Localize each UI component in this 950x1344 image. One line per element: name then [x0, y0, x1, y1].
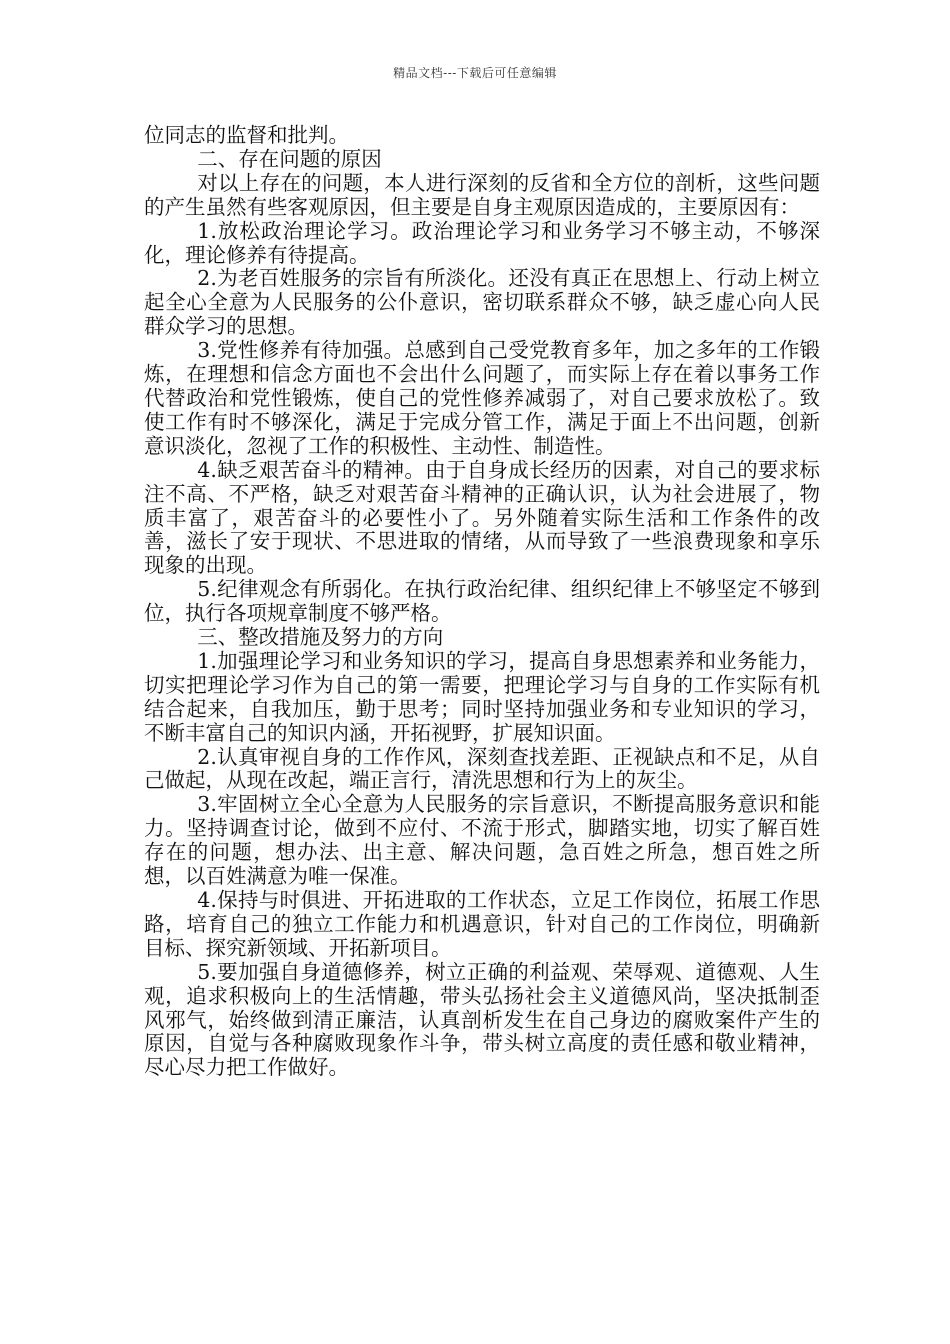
section-heading-causes: 二、存在问题的原因 [197, 146, 382, 171]
paragraph-cause-2: 2.为老百姓服务的宗旨有所淡化。还没有真正在思想上、行动上树立起全心全意为人民服务的公仆意识，密切联系群众不够，缺乏虚心向人民群众学习的思想。 [144, 266, 820, 339]
paragraph-cause-1: 1.放松政治理论学习。政治理论学习和业务学习不够主动，不够深化，理论修养有待提高。 [144, 218, 820, 267]
section-heading-measures: 三、整改措施及努力的方向 [197, 625, 444, 650]
paragraph-measure-1: 1.加强理论学习和业务知识的学习，提高自身思想素养和业务能力，切实把理论学习作为自己的第一需要，把理论学习与自身的工作实际有机结合起来，自我加压，勤于思考；同时坚持加强业务和专业知识的学习，不断丰富自己的知识内涵，开拓视野，扩展知识面。 [144, 648, 820, 745]
paragraph-measure-2: 2.认真审视自身的工作作风，深刻查找差距、正视缺点和不足，从自己做起，从现在改起，端正言行，清洗思想和行为上的灰尘。 [144, 744, 820, 793]
paragraph-measure-5: 5.要加强自身道德修养，树立正确的利益观、荣辱观、道德观、人生观，追求积极向上的生活情趣，带头弘扬社会主义道德风尚，坚决抵制歪风邪气，始终做到清正廉洁，认真剖析发生在自己身边的腐败案件产生的原因，自觉与各种腐败现象作斗争，带头树立高度的责任感和敬业精神，尽心尽力把工作做好。 [144, 959, 820, 1080]
paragraph-cause-4: 4.缺乏艰苦奋斗的精神。由于自身成长经历的因素，对自己的要求标注不高、不严格，缺乏对艰苦奋斗精神的正确认识，认为社会进展了，物质丰富了，艰苦奋斗的必要性小了。另外随着实际生活和工作条件的改善，滋长了安于现状、不思进取的情绪，从而导致了一些浪费现象和享乐现象的出现。 [144, 457, 820, 578]
paragraph-cause-5: 5.纪律观念有所弱化。在执行政治纪律、组织纪律上不够坚定不够到位，执行各项规章制度不够严格。 [144, 577, 820, 626]
paragraph-measure-3: 3.牢固树立全心全意为人民服务的宗旨意识，不断提高服务意识和能力。坚持调查讨论，做到不应付、不流于形式，脚踏实地，切实了解百姓存在的问题，想办法、出主意、解决问题，急百姓之所急，想百姓之所想，以百姓满意为唯一保准。 [144, 792, 820, 889]
paragraph-intro: 对以上存在的问题，本人进行深刻的反省和全方位的剖析，这些问题的产生虽然有些客观原因，但主要是自身主观原因造成的，主要原因有： [144, 170, 820, 219]
paragraph-continuation: 位同志的监督和批判。 [144, 123, 349, 147]
document-body [144, 124, 820, 1080]
paragraph-measure-4: 4.保持与时俱进、开拓进取的工作状态，立足工作岗位，拓展工作思路，培育自己的独立工作能力和机遇意识，针对自己的工作岗位，明确新目标、探究新领域、开拓新项目。 [144, 888, 820, 960]
paragraph-cause-3: 3.党性修养有待加强。总感到自己受党教育多年，加之多年的工作锻炼，在理想和信念方面也不会出什么问题了，而实际上存在着以事务工作代替政治和党性锻炼，使自己的党性修养减弱了，对自己要求放松了。致使工作有时不够深化，满足于完成分管工作，满足于面上不出问题，创新意识淡化，忽视了工作的积极性、主动性、制造性。 [144, 338, 820, 458]
page-header: 精品文档---下载后可任意编辑 [393, 66, 557, 80]
